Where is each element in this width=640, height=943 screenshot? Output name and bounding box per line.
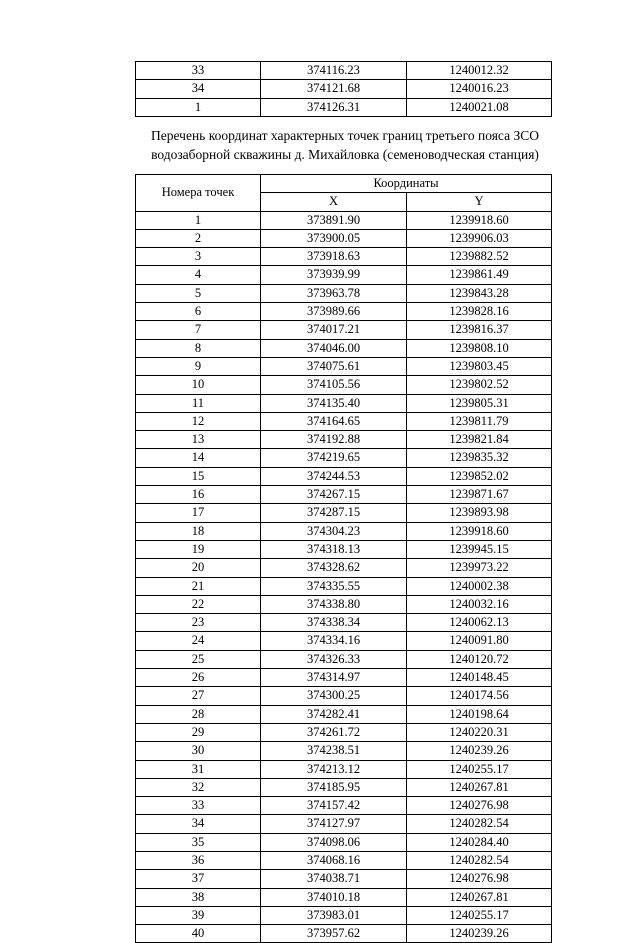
point-number-cell: 21 — [136, 577, 261, 595]
table-row — [136, 687, 552, 705]
header-row — [136, 175, 552, 193]
y-coordinate-cell: 1239828.16 — [407, 303, 552, 321]
table-row — [136, 577, 552, 595]
table-row — [136, 80, 552, 98]
y-coordinate-cell: 1239852.02 — [407, 467, 552, 485]
point-number-cell: 28 — [136, 705, 261, 723]
x-coordinate-cell: 374157.42 — [261, 797, 407, 815]
table-row — [136, 540, 552, 558]
x-coordinate-cell: 374244.53 — [261, 467, 407, 485]
y-coordinate-cell: 1239843.28 — [407, 284, 552, 302]
point-number-cell: 29 — [136, 723, 261, 741]
y-coordinate-cell: 1239861.49 — [407, 266, 552, 284]
point-number-cell: 31 — [136, 760, 261, 778]
x-coordinate-cell: 374038.71 — [261, 870, 407, 888]
point-number-cell: 6 — [136, 303, 261, 321]
point-number-cell: 34 — [136, 80, 261, 98]
y-coordinate-cell: 1240282.54 — [407, 815, 552, 833]
x-coordinate-cell: 374282.41 — [261, 705, 407, 723]
table-row — [136, 62, 552, 80]
y-coordinate-cell: 1240002.38 — [407, 577, 552, 595]
table-row — [136, 559, 552, 577]
y-coordinate-cell: 1239945.15 — [407, 540, 552, 558]
point-number-cell: 15 — [136, 467, 261, 485]
x-coordinate-cell: 374135.40 — [261, 394, 407, 412]
table-row — [136, 614, 552, 632]
x-coordinate-cell: 373957.62 — [261, 925, 407, 943]
y-coordinate-cell: 1240220.31 — [407, 723, 552, 741]
table-row — [136, 925, 552, 943]
x-coordinate-cell: 374334.16 — [261, 632, 407, 650]
x-coordinate-cell: 374046.00 — [261, 339, 407, 357]
y-coordinate-cell: 1240276.98 — [407, 870, 552, 888]
table-row — [136, 760, 552, 778]
heading-line-2: водозаборной скважины д. Михайловка (семеноводческая станция) — [151, 147, 539, 162]
table-row — [136, 906, 552, 924]
point-number-cell: 11 — [136, 394, 261, 412]
coordinates-table — [135, 174, 552, 943]
x-coordinate-cell: 373900.05 — [261, 229, 407, 247]
point-number-cell: 18 — [136, 522, 261, 540]
table-header — [136, 175, 552, 212]
x-coordinate-cell: 374287.15 — [261, 504, 407, 522]
y-coordinate-cell: 1240255.17 — [407, 906, 552, 924]
x-coordinate-cell: 374164.65 — [261, 412, 407, 430]
table-row — [136, 797, 552, 815]
table-row — [136, 815, 552, 833]
point-number-cell: 33 — [136, 797, 261, 815]
point-number-cell: 33 — [136, 62, 261, 80]
table-row — [136, 742, 552, 760]
table-row — [136, 632, 552, 650]
x-coordinate-cell: 373918.63 — [261, 248, 407, 266]
y-coordinate-cell: 1239835.32 — [407, 449, 552, 467]
x-coordinate-cell: 374238.51 — [261, 742, 407, 760]
table-row — [136, 376, 552, 394]
y-coordinate-cell: 1240239.26 — [407, 742, 552, 760]
point-number-cell: 36 — [136, 851, 261, 869]
table-row — [136, 412, 552, 430]
y-coordinate-cell: 1239805.31 — [407, 394, 552, 412]
y-coordinate-cell: 1240198.64 — [407, 705, 552, 723]
y-coordinate-cell: 1239871.67 — [407, 486, 552, 504]
y-coordinate-cell: 1240284.40 — [407, 833, 552, 851]
point-number-cell: 1 — [136, 211, 261, 229]
x-coordinate-cell: 374326.33 — [261, 650, 407, 668]
y-coordinate-cell: 1239918.60 — [407, 211, 552, 229]
table-row — [136, 303, 552, 321]
x-coordinate-cell: 374219.65 — [261, 449, 407, 467]
point-number-cell: 10 — [136, 376, 261, 394]
x-coordinate-cell: 374318.13 — [261, 540, 407, 558]
point-number-cell: 4 — [136, 266, 261, 284]
y-coordinate-cell: 1240267.81 — [407, 778, 552, 796]
coordinates-table-continued — [135, 61, 552, 117]
main-table-body — [136, 211, 552, 943]
y-coordinate-cell: 1239906.03 — [407, 229, 552, 247]
table-row — [136, 486, 552, 504]
x-coordinate-cell: 374300.25 — [261, 687, 407, 705]
y-coordinate-cell: 1240032.16 — [407, 595, 552, 613]
point-number-cell: 12 — [136, 412, 261, 430]
table-row — [136, 833, 552, 851]
x-coordinate-cell: 374126.31 — [261, 98, 407, 116]
y-coordinate-cell: 1239803.45 — [407, 357, 552, 375]
table-row — [136, 595, 552, 613]
point-number-cell: 7 — [136, 321, 261, 339]
x-coordinate-cell: 373891.90 — [261, 211, 407, 229]
x-coordinate-cell: 374116.23 — [261, 62, 407, 80]
y-coordinate-cell: 1239918.60 — [407, 522, 552, 540]
y-coordinate-cell: 1239882.52 — [407, 248, 552, 266]
table-row — [136, 851, 552, 869]
x-coordinate-cell: 374335.55 — [261, 577, 407, 595]
x-coordinate-cell: 374328.62 — [261, 559, 407, 577]
y-coordinate-cell: 1239808.10 — [407, 339, 552, 357]
point-number-cell: 23 — [136, 614, 261, 632]
table-row — [136, 431, 552, 449]
table-row — [136, 778, 552, 796]
header-x: X — [261, 193, 407, 211]
point-number-cell: 35 — [136, 833, 261, 851]
table-row — [136, 266, 552, 284]
x-coordinate-cell: 374127.97 — [261, 815, 407, 833]
x-coordinate-cell: 374314.97 — [261, 669, 407, 687]
y-coordinate-cell: 1240062.13 — [407, 614, 552, 632]
point-number-cell: 24 — [136, 632, 261, 650]
table-row — [136, 321, 552, 339]
point-number-cell: 8 — [136, 339, 261, 357]
y-coordinate-cell: 1240148.45 — [407, 669, 552, 687]
table-row — [136, 248, 552, 266]
point-number-cell: 2 — [136, 229, 261, 247]
x-coordinate-cell: 374098.06 — [261, 833, 407, 851]
x-coordinate-cell: 374304.23 — [261, 522, 407, 540]
x-coordinate-cell: 374338.80 — [261, 595, 407, 613]
header-y: Y — [407, 193, 552, 211]
y-coordinate-cell: 1239893.98 — [407, 504, 552, 522]
point-number-cell: 17 — [136, 504, 261, 522]
y-coordinate-cell: 1239802.52 — [407, 376, 552, 394]
table-row — [136, 394, 552, 412]
point-number-cell: 39 — [136, 906, 261, 924]
table-row — [136, 98, 552, 116]
table-row — [136, 284, 552, 302]
x-coordinate-cell: 373939.99 — [261, 266, 407, 284]
point-number-cell: 30 — [136, 742, 261, 760]
y-coordinate-cell: 1240255.17 — [407, 760, 552, 778]
header-coordinates: Координаты — [261, 175, 552, 193]
x-coordinate-cell: 374121.68 — [261, 80, 407, 98]
table-row — [136, 357, 552, 375]
y-coordinate-cell: 1240091.80 — [407, 632, 552, 650]
point-number-cell: 20 — [136, 559, 261, 577]
point-number-cell: 37 — [136, 870, 261, 888]
y-coordinate-cell: 1240120.72 — [407, 650, 552, 668]
table-row — [136, 705, 552, 723]
x-coordinate-cell: 374105.56 — [261, 376, 407, 394]
x-coordinate-cell: 374017.21 — [261, 321, 407, 339]
y-coordinate-cell: 1239973.22 — [407, 559, 552, 577]
y-coordinate-cell: 1240282.54 — [407, 851, 552, 869]
point-number-cell: 34 — [136, 815, 261, 833]
x-coordinate-cell: 374010.18 — [261, 888, 407, 906]
x-coordinate-cell: 374261.72 — [261, 723, 407, 741]
x-coordinate-cell: 374185.95 — [261, 778, 407, 796]
table-row — [136, 504, 552, 522]
point-number-cell: 5 — [136, 284, 261, 302]
y-coordinate-cell: 1240239.26 — [407, 925, 552, 943]
x-coordinate-cell: 374267.15 — [261, 486, 407, 504]
point-number-cell: 26 — [136, 669, 261, 687]
x-coordinate-cell: 374075.61 — [261, 357, 407, 375]
x-coordinate-cell: 374068.16 — [261, 851, 407, 869]
table-row — [136, 870, 552, 888]
point-number-cell: 3 — [136, 248, 261, 266]
heading-line-1: Перечень координат характерных точек границ третьего пояса ЗСО — [151, 128, 539, 143]
table-row — [136, 449, 552, 467]
y-coordinate-cell: 1239816.37 — [407, 321, 552, 339]
point-number-cell: 14 — [136, 449, 261, 467]
x-coordinate-cell: 374338.34 — [261, 614, 407, 632]
y-coordinate-cell: 1240276.98 — [407, 797, 552, 815]
section-heading — [100, 126, 590, 164]
x-coordinate-cell: 374213.12 — [261, 760, 407, 778]
x-coordinate-cell: 374192.88 — [261, 431, 407, 449]
point-number-cell: 1 — [136, 98, 261, 116]
point-number-cell: 19 — [136, 540, 261, 558]
table-row — [136, 229, 552, 247]
y-coordinate-cell: 1240267.81 — [407, 888, 552, 906]
y-coordinate-cell: 1239811.79 — [407, 412, 552, 430]
table-row — [136, 339, 552, 357]
y-coordinate-cell: 1240012.32 — [407, 62, 552, 80]
point-number-cell: 25 — [136, 650, 261, 668]
table-row — [136, 467, 552, 485]
table-row — [136, 522, 552, 540]
point-number-cell: 16 — [136, 486, 261, 504]
y-coordinate-cell: 1240016.23 — [407, 80, 552, 98]
table-row — [136, 211, 552, 229]
y-coordinate-cell: 1239821.84 — [407, 431, 552, 449]
point-number-cell: 22 — [136, 595, 261, 613]
point-number-cell: 32 — [136, 778, 261, 796]
x-coordinate-cell: 373983.01 — [261, 906, 407, 924]
point-number-cell: 38 — [136, 888, 261, 906]
table-row — [136, 650, 552, 668]
point-number-cell: 27 — [136, 687, 261, 705]
top-table-body — [136, 62, 552, 117]
y-coordinate-cell: 1240021.08 — [407, 98, 552, 116]
header-point-numbers: Номера точек — [136, 175, 261, 212]
point-number-cell: 40 — [136, 925, 261, 943]
point-number-cell: 9 — [136, 357, 261, 375]
y-coordinate-cell: 1240174.56 — [407, 687, 552, 705]
point-number-cell: 13 — [136, 431, 261, 449]
table-row — [136, 669, 552, 687]
x-coordinate-cell: 373963.78 — [261, 284, 407, 302]
x-coordinate-cell: 373989.66 — [261, 303, 407, 321]
table-row — [136, 723, 552, 741]
